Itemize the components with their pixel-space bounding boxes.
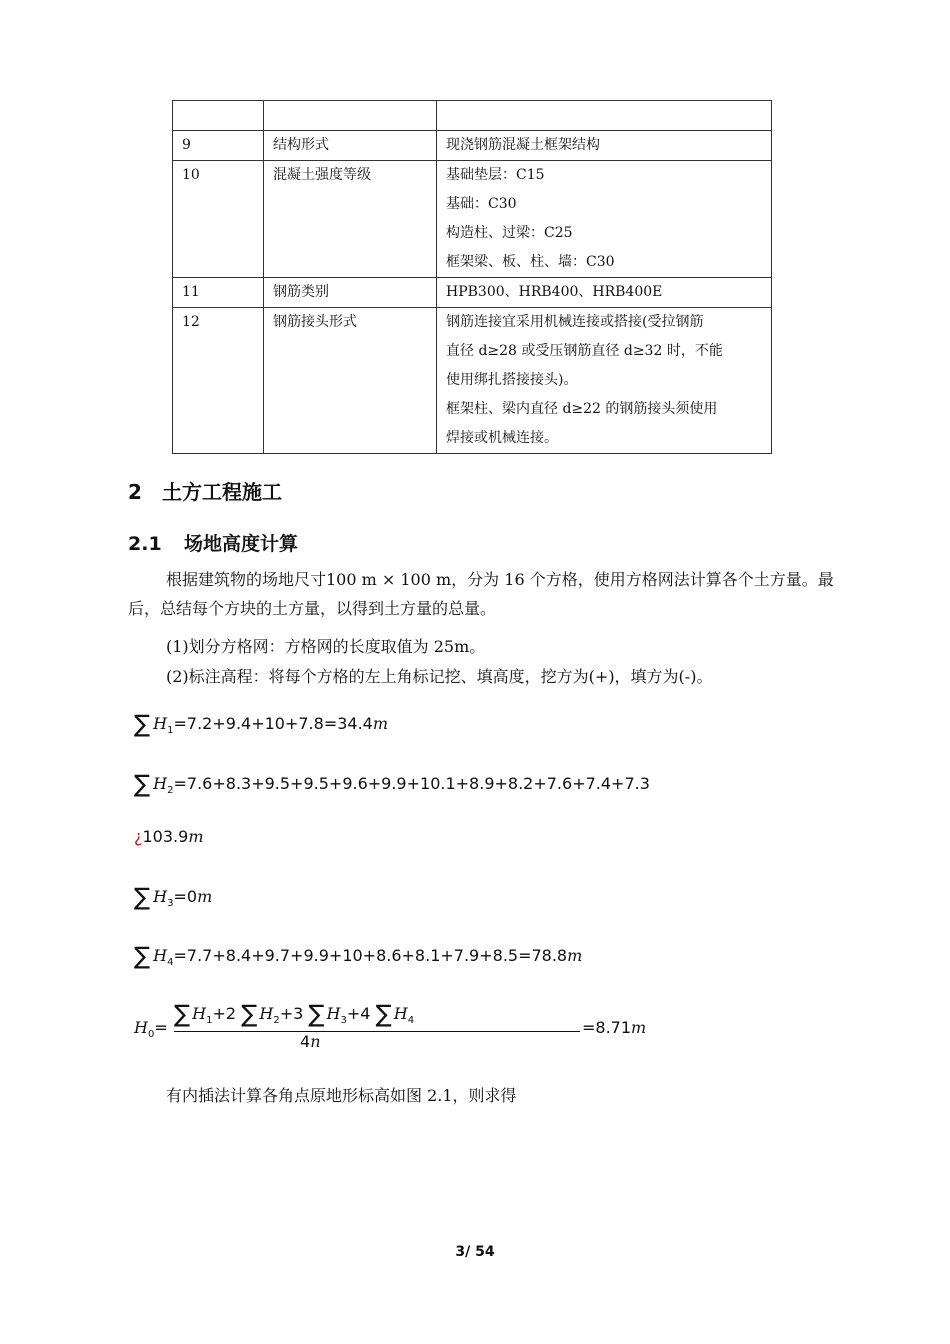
table-row [173,278,772,308]
subsection-title: 场地高度计算 [184,533,299,555]
glyph-mark: ¿ [134,827,143,846]
sigma-symbol: ∑ [308,1000,325,1028]
content-line: HPB300、HRB400、HRB400E [446,284,663,300]
variable-h: H [326,1004,341,1023]
section-heading [128,476,282,505]
variable-h: H [393,1004,408,1023]
expression: =7.6+8.3+9.5+9.5+9.6+9.9+10.1+8.9+8.2+7.6+7.4+7.3 [173,774,650,793]
subscript: 1 [206,1015,213,1027]
table-row [173,161,772,278]
subscript: 1 [167,725,174,737]
table-row [173,308,772,454]
denominator-coefficient: 4 [300,1032,311,1051]
variable-h: H [153,887,168,906]
subsection-number: 2.1 [128,533,162,555]
variable-h: H [192,1004,207,1023]
row-number-cell: 10 [173,161,264,278]
sigma-symbol: ∑ [174,1000,191,1028]
row-number-cell: 11 [173,278,264,308]
sigma-symbol: ∑ [134,770,151,798]
sigma-symbol: ∑ [241,1000,258,1028]
item-cell [264,101,437,131]
variable-h: H [153,714,168,733]
h0-denominator [300,1032,321,1051]
h0-lhs: $H_0=$ [134,1018,168,1041]
expression: 103.9 [142,827,189,846]
variable-h: H [153,946,168,965]
spec-table [172,100,772,454]
content-line: 使用绑扎搭接接头)。 [446,372,578,388]
item-cell: 钢筋接头形式 [264,308,437,454]
spec-table-body [173,101,772,454]
fraction-bar [174,1031,580,1032]
page-number: 3/ 54 [455,1244,495,1260]
term: +3 [279,1004,304,1023]
variable-h: H [153,774,168,793]
unit: m [567,946,583,965]
expression: =0 [173,887,198,906]
formula-sum-h2-result [134,827,203,846]
subscript: 2 [273,1015,280,1027]
sigma-symbol: ∑ [375,1000,392,1028]
paragraph-grid: (1)划分方格网：方格网的长度取值为 25m。 [166,637,486,656]
content-line: 框架梁、板、柱、墙：C30 [446,254,615,270]
item-cell: 混凝土强度等级 [264,161,437,278]
formula-sum-h1 [134,710,388,738]
content-line: 焊接或机械连接。 [446,430,558,446]
sigma-symbol: ∑ [134,710,151,738]
unit: m [188,827,204,846]
subscript: 3 [167,898,174,910]
sigma-symbol: ∑ [134,942,151,970]
unit: m [197,887,213,906]
content-line: 钢筋连接宜采用机械连接或搭接(受拉钢筋 [446,314,704,330]
unit: m [631,1018,647,1037]
h0-result [582,1018,646,1037]
term: +2 [212,1004,237,1023]
formula-sum-h4 [134,942,582,970]
row-number-cell: 9 [173,131,264,161]
content-cell [437,101,772,131]
subsection-heading [128,529,298,556]
subscript: 4 [167,957,174,969]
paragraph-elevation: (2)标注高程：将每个方格的左上角标记挖、填高度，挖方为(+)，填方为(-)。 [166,667,713,686]
row-number-cell: 12 [173,308,264,454]
subscript: 2 [167,785,174,797]
content-line: 现浇钢筋混凝土框架结构 [446,137,600,153]
sigma-symbol: ∑ [134,883,151,911]
table-row [173,131,772,161]
subscript: 4 [407,1015,415,1027]
unit: m [372,714,389,733]
paragraph-site-size: 根据建筑物的场地尺寸100 m × 100 m，分为 16 个方格，使用方格网法计算各个土方量。最后，总结每个方块的土方量，以得到土方量的总量。 [128,570,834,618]
term: +4 [346,1004,371,1023]
subscript: 3 [340,1015,347,1027]
expression: =7.7+8.4+9.7+9.9+10+8.6+8.1+7.9+8.5=78.8 [173,946,568,965]
h0-numerator [174,1000,414,1028]
item-cell: 钢筋类别 [264,278,437,308]
content-line: 框架柱、梁内直径 d≥22 的钢筋接头须使用 [446,401,718,417]
content-cell [437,308,772,454]
expression: =8.71 [582,1018,632,1037]
section-title: 土方工程施工 [162,480,282,504]
content-line: 构造柱、过梁：C25 [446,225,573,241]
content-cell [437,131,772,161]
content-line: 基础：C30 [446,196,517,212]
content-cell [437,278,772,308]
row-number-cell [173,101,264,131]
content-line: 基础垫层：C15 [446,167,545,183]
item-cell: 结构形式 [264,131,437,161]
formula-sum-h2 [134,770,650,798]
formula-sum-h3 [134,883,212,911]
subscript: 0 [147,1029,155,1041]
variable-h: H [134,1018,148,1037]
table-row [173,101,772,131]
paragraph-interpolation: 有内插法计算各角点原地形标高如图 2.1，则求得 [166,1086,517,1105]
expression: =7.2+9.4+10+7.8=34.4 [173,714,373,733]
variable-n: n [310,1032,321,1051]
content-line: 直径 d≥28 或受压钢筋直径 d≥32 时，不能 [446,343,723,359]
section-number: 2 [128,480,142,504]
content-cell [437,161,772,278]
variable-h: H [259,1004,274,1023]
